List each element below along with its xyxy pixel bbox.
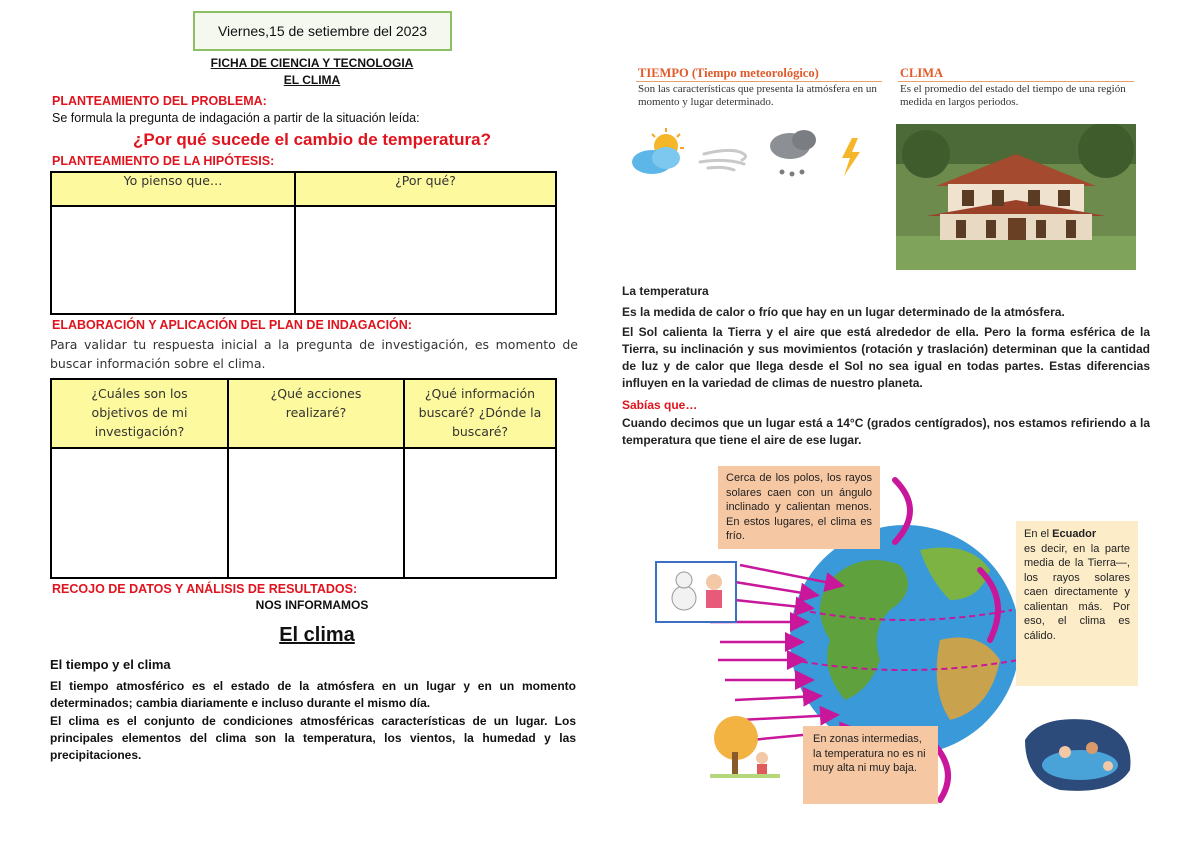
tiempo-underline [636, 81, 882, 82]
date-text: Viernes,15 de setiembre del 2023 [217, 23, 428, 39]
tiempo-text: Son las características que presenta la atmósfera en un momento y lugar determinado. [638, 83, 877, 108]
plan-col-2: ¿Qué acciones realizaré? [228, 379, 404, 448]
sabias-heading: Sabías que… [622, 398, 698, 412]
plan-col-1: ¿Cuáles son los objetivos de mi investigación? [51, 379, 228, 448]
hypothesis-col-1: Yo pienso que… [51, 172, 295, 206]
lightning-icon [842, 138, 860, 176]
climate-paragraph: El clima es el conjunto de condiciones atmosféricas características de un lugar. Los principales elementos del clima son la temperatura, los vientos, la humedad y las precipitaciones. [50, 714, 576, 762]
clima-underline [898, 81, 1134, 82]
clima-text: Es el promedio del estado del tiempo de una región medida en largos periodos. [900, 83, 1126, 108]
equator-bold: Ecuador [1052, 528, 1097, 540]
equator-lead: En el [1024, 528, 1053, 540]
hypothesis-col-2: ¿Por qué? [295, 172, 556, 206]
earth-globe [790, 525, 1020, 755]
research-question: ¿Por qué sucede el cambio de temperatura? [132, 130, 492, 149]
wind-icon [700, 150, 746, 170]
problem-instruction: Se formula la pregunta de indagación a partir de la situación leída: [52, 111, 420, 125]
problem-heading: PLANTEAMIENTO DEL PROBLEMA: [52, 94, 267, 108]
climate-title: El clima [279, 624, 355, 646]
plan-answer-3[interactable] [404, 448, 556, 578]
plan-answer-2[interactable] [228, 448, 404, 578]
hypothesis-table [50, 171, 557, 315]
rain-cloud-icon [770, 130, 816, 177]
temperature-explanation: El Sol calienta la Tierra y el aire que está alrededor de ella. Pero la forma esférica de la Tierra, su inclinación y sus movimientos (rotación y traslación) determinan que la cantidad de luz y de calor que llega desde el Sol no sea igual en todas partes. Estas diferencias influyen en la variedad de climas de nuestro planeta. [622, 325, 1150, 390]
hypothesis-answer-1[interactable] [51, 206, 295, 314]
sabias-text: Cuando decimos que un lugar está a 14°C (grados centígrados), nos estamos refiriendo a la temperatura que tiene el aire de ese lugar. [622, 416, 1150, 447]
weather-icons [628, 124, 878, 186]
results-heading: RECOJO DE DATOS Y ANÁLISIS DE RESULTADOS: [52, 582, 358, 596]
intermediate-zones-note: En zonas intermedias, la temperatura no es ni muy alta ni muy baja. [803, 726, 938, 804]
temperature-definition: Es la medida de calor o frío que hay en un lugar determinado de la atmósfera. [622, 305, 1065, 319]
autumn-child-illustration [710, 716, 780, 778]
weather-climate-subtitle: El tiempo y el clima [50, 657, 171, 672]
plan-heading: ELABORACIÓN Y APLICACIÓN DEL PLAN DE INDAGACIÓN: [52, 318, 412, 332]
swimming-illustration [1025, 719, 1131, 791]
tiempo-title: TIEMPO (Tiempo meteorológico) [638, 66, 819, 80]
equator-note [1016, 521, 1138, 686]
plan-instruction: Para validar tu respuesta inicial a la pregunta de investigación, es momento de buscar información sobre el clima. [50, 337, 578, 371]
sun-cloud-icon [632, 128, 684, 174]
poles-note: Cerca de los polos, los rayos solares caen con un ángulo inclinado y calientan menos. En estos lugares, el clima es frío. [718, 466, 880, 549]
date-box [193, 11, 452, 51]
snowman-illustration [656, 562, 736, 622]
house-photo [896, 124, 1136, 270]
plan-col-3: ¿Qué información buscaré? ¿Dónde la buscaré? [404, 379, 556, 448]
results-subheading: NOS INFORMAMOS [255, 598, 369, 612]
plan-answer-1[interactable] [51, 448, 228, 578]
temperature-heading: La temperatura [622, 284, 709, 298]
hypothesis-heading: PLANTEAMIENTO DE LA HIPÓTESIS: [52, 154, 275, 168]
clima-title: CLIMA [900, 66, 944, 80]
weather-paragraph: El tiempo atmosférico es el estado de la atmósfera en un lugar y en un momento determinados; cambia diariamente e incluso durante el mismo día. [50, 679, 576, 710]
sheet-subtitle: EL CLIMA [283, 73, 341, 87]
hypothesis-answer-2[interactable] [295, 206, 556, 314]
equator-text: es decir, en la parte media de la Tierra—, los rayos solares caen directamente y calientan más. Por eso, el clima es cálido. [1024, 542, 1130, 642]
sheet-title: FICHA DE CIENCIA Y TECNOLOGIA [210, 56, 414, 70]
plan-table [50, 378, 557, 579]
